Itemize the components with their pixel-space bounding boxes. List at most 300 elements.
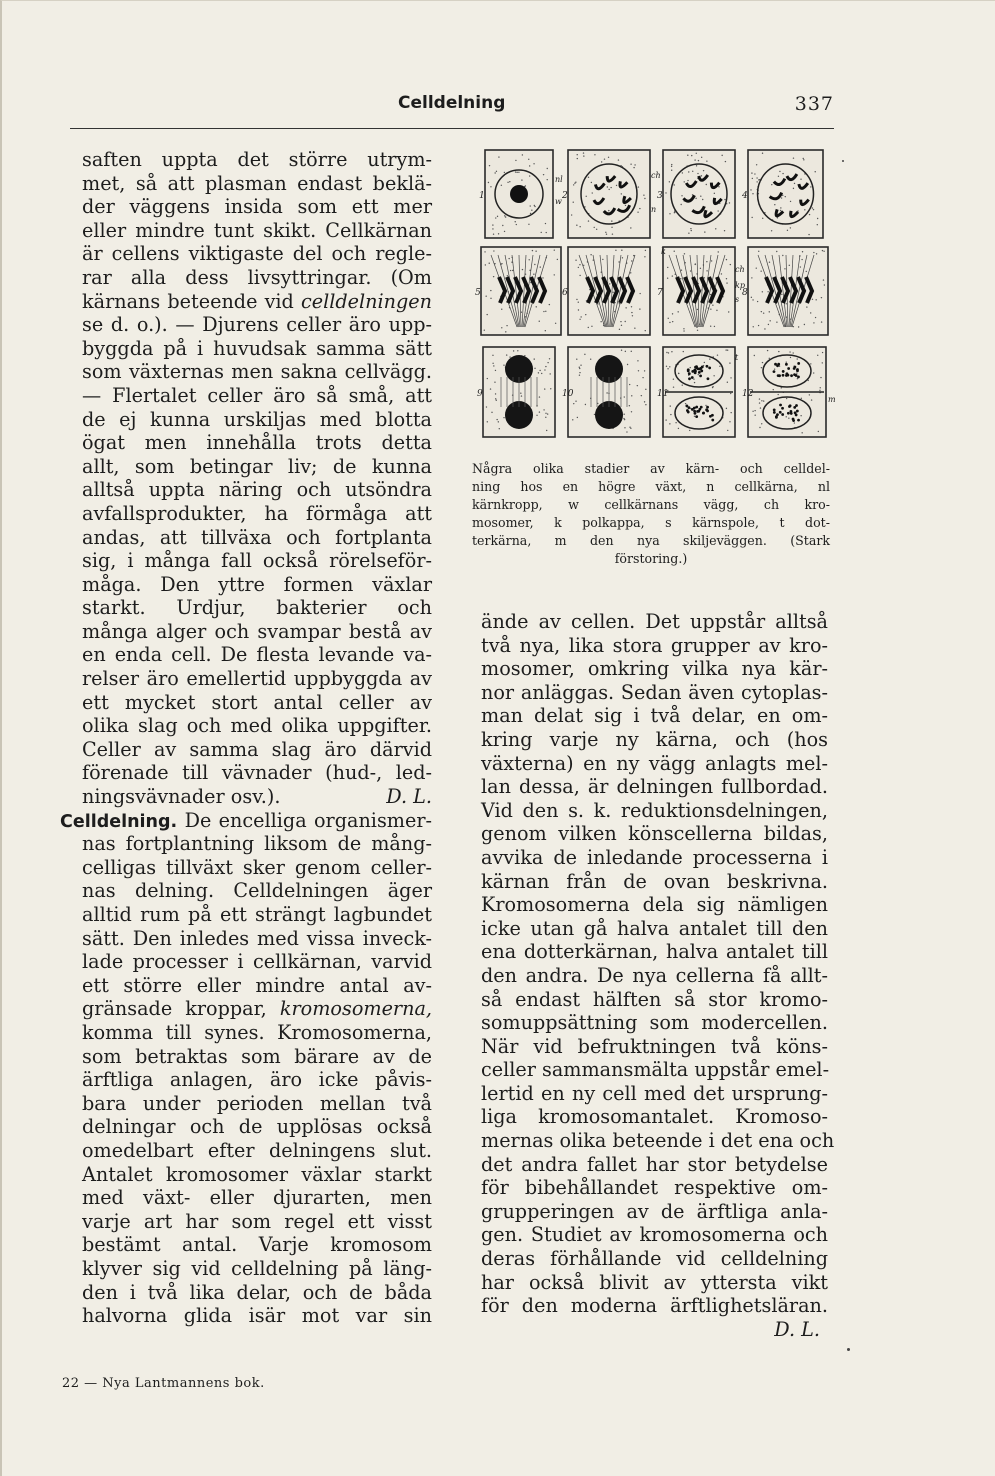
cytoplasm-granule: [516, 172, 517, 173]
cytoplasm-granule: [809, 394, 810, 395]
cytoplasm-granule: [670, 405, 671, 406]
part-label: s: [735, 295, 740, 304]
cytoplasm-granule: [760, 270, 761, 271]
chromatin-granule: [700, 370, 703, 373]
cytoplasm-granule: [697, 173, 698, 174]
cytoplasm-granule: [576, 359, 577, 360]
cytoplasm-granule: [762, 291, 763, 292]
cytoplasm-granule: [618, 261, 619, 262]
cytoplasm-granule: [822, 352, 823, 353]
cytoplasm-granule: [774, 368, 775, 369]
cytoplasm-granule: [546, 430, 547, 431]
cytoplasm-granule: [521, 179, 522, 180]
cytoplasm-granule: [639, 308, 640, 309]
cytoplasm-granule: [510, 270, 511, 271]
cytoplasm-granule: [579, 275, 580, 276]
cytoplasm-granule: [533, 163, 534, 164]
cytoplasm-granule: [781, 387, 782, 388]
chromatin-granule: [695, 415, 698, 418]
cytoplasm-granule: [486, 314, 487, 315]
part-label: w: [555, 197, 562, 206]
cytoplasm-granule: [545, 366, 546, 367]
cytoplasm-granule: [800, 415, 801, 416]
cytoplasm-granule: [701, 157, 702, 158]
cytoplasm-granule: [769, 320, 770, 321]
cytoplasm-granule: [543, 311, 544, 312]
text-fragment: ningsvävnader osv.).: [82, 785, 281, 809]
text-line: grupperingen av de ärftliga anla-: [481, 1199, 828, 1223]
cytoplasm-granule: [534, 205, 535, 206]
cytoplasm-granule: [784, 268, 785, 269]
cytoplasm-granule: [752, 178, 753, 179]
caption-line: kärnkropp, w cellkärnans vägg, ch kro-: [472, 497, 830, 512]
cytoplasm-granule: [504, 172, 505, 173]
cytoplasm-granule: [503, 364, 504, 365]
cytoplasm-granule: [547, 168, 548, 169]
cytoplasm-granule: [697, 330, 698, 331]
cytoplasm-granule: [752, 193, 753, 194]
cytoplasm-granule: [819, 390, 820, 391]
cytoplasm-granule: [671, 351, 672, 352]
cytoplasm-granule: [754, 173, 755, 174]
cytoplasm-granule: [621, 325, 622, 326]
cytoplasm-granule: [541, 373, 542, 374]
cytoplasm-granule: [539, 370, 540, 371]
cytoplasm-granule: [536, 415, 537, 416]
cytoplasm-granule: [530, 205, 531, 206]
cytoplasm-granule: [600, 321, 601, 322]
cytoplasm-granule: [717, 354, 718, 355]
cytoplasm-granule: [793, 157, 794, 158]
cytoplasm-granule: [485, 296, 486, 297]
cytoplasm-granule: [515, 221, 516, 222]
cytoplasm-granule: [531, 210, 532, 211]
cytoplasm-granule: [611, 227, 612, 228]
chromatin-granule: [796, 369, 799, 372]
text-fragment: De encelliga organismer-: [184, 808, 432, 832]
cytoplasm-granule: [754, 410, 755, 411]
chromatin-granule: [773, 408, 776, 411]
cytoplasm-granule: [776, 321, 777, 322]
cytoplasm-granule: [815, 171, 816, 172]
cell-wall: [748, 150, 823, 238]
cytoplasm-granule: [726, 259, 727, 260]
cytoplasm-granule: [794, 422, 795, 423]
cytoplasm-granule: [693, 378, 694, 379]
chromatin-granule: [777, 363, 780, 366]
cytoplasm-granule: [622, 257, 623, 258]
cytoplasm-granule: [528, 159, 529, 160]
cytoplasm-granule: [493, 250, 494, 251]
cytoplasm-granule: [782, 173, 783, 174]
cytoplasm-granule: [583, 155, 584, 156]
cytoplasm-granule: [502, 225, 503, 226]
text-line: komma till synes. Kromosomerna,: [82, 1020, 432, 1044]
cytoplasm-granule: [788, 417, 789, 418]
text-line: nas delning. Celldelningen äger: [82, 879, 432, 903]
cytoplasm-granule: [726, 408, 727, 409]
cytoplasm-granule: [492, 228, 493, 229]
cytoplasm-granule: [694, 264, 695, 265]
cytoplasm-granule: [728, 311, 729, 312]
cytoplasm-granule: [797, 358, 798, 359]
stage-number: 2: [562, 191, 568, 201]
cytoplasm-granule: [496, 171, 497, 172]
cytoplasm-granule: [633, 255, 634, 256]
cytoplasm-granule: [694, 382, 695, 383]
cytoplasm-granule: [684, 181, 685, 182]
part-label: ch: [651, 171, 661, 180]
cytoplasm-granule: [626, 431, 627, 432]
cross-reference: celldelningen: [301, 289, 432, 313]
cytoplasm-granule: [804, 209, 805, 210]
cytoplasm-granule: [544, 369, 545, 370]
cytoplasm-granule: [729, 202, 730, 203]
cytoplasm-granule: [492, 355, 493, 356]
cytoplasm-granule: [702, 199, 703, 200]
text-line: kärnan från de ovan beskrivna.: [481, 869, 828, 893]
cytoplasm-granule: [631, 312, 632, 313]
cytoplasm-granule: [631, 351, 632, 352]
cytoplasm-granule: [496, 400, 497, 401]
text-line: är cellens viktigaste del och regle-: [82, 242, 432, 266]
cytoplasm-granule: [771, 184, 772, 185]
cytoplasm-granule: [550, 388, 551, 389]
cytoplasm-granule: [490, 290, 491, 291]
cytoplasm-granule: [501, 309, 502, 310]
cytoplasm-granule: [823, 279, 824, 280]
cytoplasm-granule: [508, 258, 509, 259]
cytoplasm-granule: [486, 406, 487, 407]
text-line: lertid en ny cell med det ursprung-: [481, 1081, 828, 1105]
chromatin-granule: [788, 405, 791, 408]
cytoplasm-granule: [522, 269, 523, 270]
chromatin-granule: [688, 406, 691, 409]
cytoplasm-granule: [504, 231, 505, 232]
cytoplasm-granule: [753, 326, 754, 327]
cytoplasm-granule: [700, 268, 701, 269]
cytoplasm-granule: [670, 414, 671, 415]
cytoplasm-granule: [489, 263, 490, 264]
footer-note: 22 — Nya Lantmannens bok.: [62, 1376, 265, 1391]
cytoplasm-granule: [689, 430, 690, 431]
cytoplasm-granule: [810, 363, 811, 364]
text-line: ett mycket stort antal celler av: [82, 690, 432, 714]
cytoplasm-granule: [704, 277, 705, 278]
cytoplasm-granule: [815, 299, 816, 300]
text-line: för bibehållandet respektive om-: [481, 1176, 828, 1200]
cytoplasm-granule: [547, 413, 548, 414]
text-line-with-term: [82, 997, 432, 1021]
cytoplasm-granule: [623, 418, 624, 419]
cytoplasm-granule: [625, 307, 626, 308]
cytoplasm-granule: [633, 167, 634, 168]
part-label: ch: [735, 265, 745, 274]
cytoplasm-granule: [575, 401, 576, 402]
stage-number: 6: [562, 288, 568, 298]
chromatin-granule: [688, 372, 691, 375]
cytoplasm-granule: [592, 192, 593, 193]
part-label: n: [651, 205, 657, 214]
chromatin-granule: [781, 413, 784, 416]
cytoplasm-granule: [575, 181, 576, 182]
chromatin-granule: [691, 370, 694, 373]
text-line: som betraktas som bärare av de: [82, 1044, 432, 1068]
text-line: starkt. Urdjur, bakterier och: [82, 596, 432, 620]
cytoplasm-granule: [522, 154, 523, 155]
cytoplasm-granule: [665, 419, 666, 420]
cytoplasm-granule: [694, 416, 695, 417]
cytoplasm-granule: [645, 250, 646, 251]
cytoplasm-granule: [780, 210, 781, 211]
cytoplasm-granule: [493, 365, 494, 366]
cytoplasm-granule: [631, 395, 632, 396]
text-line: somuppsättning som modercellen.: [481, 1011, 828, 1035]
cytoplasm-granule: [631, 411, 632, 412]
caption-line: förstoring.): [614, 551, 688, 566]
cytoplasm-granule: [803, 158, 804, 159]
cytoplasm-granule: [543, 174, 544, 175]
cytoplasm-granule: [711, 260, 712, 261]
cytoplasm-granule: [538, 372, 539, 373]
cytoplasm-granule: [786, 303, 787, 304]
cytoplasm-granule: [793, 188, 794, 189]
cytoplasm-granule: [573, 202, 574, 203]
cytoplasm-granule: [594, 154, 595, 155]
cytoplasm-granule: [579, 319, 580, 320]
cytoplasm-granule: [631, 260, 632, 261]
cytoplasm-granule: [817, 355, 818, 356]
cytoplasm-granule: [488, 182, 489, 183]
cytoplasm-granule: [505, 216, 506, 217]
cytoplasm-granule: [712, 386, 713, 387]
chromatin-granule: [781, 407, 784, 410]
cytoplasm-granule: [529, 175, 530, 176]
cytoplasm-granule: [680, 204, 681, 205]
cytoplasm-granule: [712, 305, 713, 306]
chromatin-granule: [794, 411, 797, 414]
chromatin-granule: [779, 404, 782, 407]
chromatin-granule: [691, 376, 694, 379]
cytoplasm-granule: [490, 186, 491, 187]
chromatin-granule: [698, 408, 701, 411]
cytoplasm-granule: [769, 262, 770, 263]
chromatin-granule: [797, 376, 800, 379]
cytoplasm-granule: [701, 175, 702, 176]
cytoplasm-granule: [620, 321, 621, 322]
part-label: kp: [735, 281, 745, 290]
cytoplasm-granule: [818, 431, 819, 432]
text-line: ögat men innehålla trots detta: [82, 431, 432, 455]
cytoplasm-granule: [580, 364, 581, 365]
chromatin-granule: [790, 374, 793, 377]
caption-line: terkärna, m den nya skiljeväggen. (Stark: [472, 533, 830, 548]
cytoplasm-granule: [583, 265, 584, 266]
cytoplasm-granule: [666, 366, 667, 367]
cytoplasm-granule: [495, 398, 496, 399]
cytoplasm-granule: [493, 234, 494, 235]
cytoplasm-granule: [639, 293, 640, 294]
cytoplasm-granule: [666, 352, 667, 353]
cytoplasm-granule: [542, 277, 543, 278]
cytoplasm-granule: [494, 172, 495, 173]
text-line: den andra. De nya cellerna få allt-: [481, 963, 828, 987]
stage-number: 10: [562, 389, 574, 399]
cytoplasm-granule: [769, 311, 770, 312]
cytoplasm-granule: [574, 183, 575, 184]
cytoplasm-granule: [504, 215, 505, 216]
cytoplasm-granule: [778, 351, 779, 352]
cytoplasm-granule: [534, 264, 535, 265]
cytoplasm-granule: [698, 160, 699, 161]
cytoplasm-granule: [680, 278, 681, 279]
stage-number: 7: [657, 288, 663, 298]
cytoplasm-granule: [545, 417, 546, 418]
stage-number: 5: [475, 288, 481, 298]
cytoplasm-granule: [489, 165, 490, 166]
cytoplasm-granule: [576, 225, 577, 226]
cytoplasm-granule: [586, 196, 587, 197]
cytoplasm-granule: [631, 306, 632, 307]
cytoplasm-granule: [698, 374, 699, 375]
text-line: met, så att plasman endast beklä-: [82, 171, 432, 195]
text-line: andas, att tillväxa och fortplanta: [82, 525, 432, 549]
text-line: liga kromosomantalet. Kromoso-: [481, 1105, 828, 1129]
cytoplasm-granule: [634, 164, 635, 165]
cytoplasm-granule: [517, 350, 518, 351]
author-signature: D. L.: [774, 1317, 820, 1341]
cytoplasm-granule: [544, 388, 545, 389]
cytoplasm-granule: [759, 427, 760, 428]
stage-number: 9: [477, 389, 483, 399]
cytoplasm-granule: [612, 233, 613, 234]
stage-number: 12: [742, 389, 754, 399]
chromatin-granule: [687, 411, 690, 414]
entry-heading: Celldelning.: [60, 811, 178, 832]
cytoplasm-granule: [776, 251, 777, 252]
cytoplasm-granule: [638, 186, 639, 187]
cytoplasm-granule: [790, 357, 791, 358]
chromatin-granule: [792, 418, 795, 421]
text-line: icke utan gå halva antalet till den: [481, 916, 828, 940]
cytoplasm-granule: [751, 172, 752, 173]
text-line: bara under perioden mellan två: [82, 1091, 432, 1115]
cytoplasm-granule: [536, 306, 537, 307]
cytoplasm-granule: [789, 265, 790, 266]
cytoplasm-granule: [532, 250, 533, 251]
text-line: byggda på i huvudsak samma sätt: [82, 336, 432, 360]
cytoplasm-granule: [761, 400, 762, 401]
text-line: genom vilken könscellerna bildas,: [481, 822, 828, 846]
cytoplasm-granule: [726, 278, 727, 279]
cytoplasm-granule: [503, 417, 504, 418]
cytoplasm-granule: [681, 195, 682, 196]
cytoplasm-granule: [756, 267, 757, 268]
cytoplasm-granule: [579, 368, 580, 369]
cytoplasm-granule: [641, 395, 642, 396]
cytoplasm-granule: [583, 152, 584, 153]
cytoplasm-granule: [729, 421, 730, 422]
cytoplasm-granule: [813, 372, 814, 373]
cytoplasm-granule: [671, 170, 672, 171]
cytoplasm-granule: [591, 326, 592, 327]
cytoplasm-granule: [751, 277, 752, 278]
cytoplasm-granule: [645, 404, 646, 405]
chromatin-granule: [776, 413, 779, 416]
running-title: Celldelning: [398, 93, 506, 113]
text-line: Kromosomerna dela sig nämligen: [481, 893, 828, 917]
cytoplasm-granule: [703, 170, 704, 171]
caption-line: mosomer, k polkappa, s kärnspole, t dot-: [472, 515, 830, 530]
cytoplasm-granule: [629, 405, 630, 406]
cytoplasm-granule: [495, 393, 496, 394]
cytoplasm-granule: [579, 226, 580, 227]
part-label: nl: [555, 175, 563, 184]
cytoplasm-granule: [793, 326, 794, 327]
cytoplasm-granule: [685, 403, 686, 404]
cytoplasm-granule: [725, 349, 726, 350]
cytoplasm-granule: [579, 367, 580, 368]
cytoplasm-granule: [785, 196, 786, 197]
cytoplasm-granule: [672, 321, 673, 322]
chromatin-granule: [688, 377, 691, 380]
cytoplasm-granule: [588, 327, 589, 328]
cytoplasm-granule: [501, 327, 502, 328]
cytoplasm-granule: [642, 377, 643, 378]
cytoplasm-granule: [490, 298, 491, 299]
cytoplasm-granule: [678, 373, 679, 374]
cytoplasm-granule: [696, 165, 697, 166]
cytoplasm-granule: [757, 301, 758, 302]
cytoplasm-granule: [609, 283, 610, 284]
chromatin-granule: [795, 374, 798, 377]
cytoplasm-granule: [767, 291, 768, 292]
cytoplasm-granule: [730, 412, 731, 413]
cytoplasm-granule: [705, 405, 706, 406]
cytoplasm-granule: [643, 194, 644, 195]
text-line: det andra fallet har stor betydelse: [481, 1152, 828, 1176]
cytoplasm-granule: [549, 373, 550, 374]
text-line: celler sammansmälta uppstår emel-: [481, 1058, 830, 1082]
cytoplasm-granule: [637, 211, 638, 212]
cytoplasm-granule: [521, 395, 522, 396]
cytoplasm-granule: [706, 270, 707, 271]
cytoplasm-granule: [730, 393, 731, 394]
text-line: som växternas men sakna cellvägg.: [82, 360, 432, 384]
cytoplasm-granule: [507, 275, 508, 276]
text-fragment: gränsade kroppar,: [82, 997, 267, 1021]
cytoplasm-granule: [630, 164, 631, 165]
cytoplasm-granule: [625, 205, 626, 206]
cytoplasm-granule: [501, 185, 502, 186]
text-line: se d. o.). — Djurens celler äro upp-: [82, 313, 432, 337]
cytoplasm-granule: [794, 183, 795, 184]
cell-wall: [663, 150, 735, 238]
cytoplasm-granule: [629, 384, 630, 385]
cytoplasm-granule: [644, 370, 645, 371]
cytoplasm-granule: [758, 325, 759, 326]
cytoplasm-granule: [792, 352, 793, 353]
cytoplasm-granule: [485, 264, 486, 265]
chromatin-granule: [797, 419, 800, 422]
text-line: den i två lika delar, och de båda: [82, 1280, 432, 1304]
cytoplasm-granule: [690, 270, 691, 271]
cytoplasm-granule: [816, 253, 817, 254]
text-line: ena dotterkärnan, halva antalet till: [481, 940, 828, 964]
chromatin-granule: [694, 371, 697, 374]
cytoplasm-granule: [625, 321, 626, 322]
nucleolus: [510, 185, 528, 203]
